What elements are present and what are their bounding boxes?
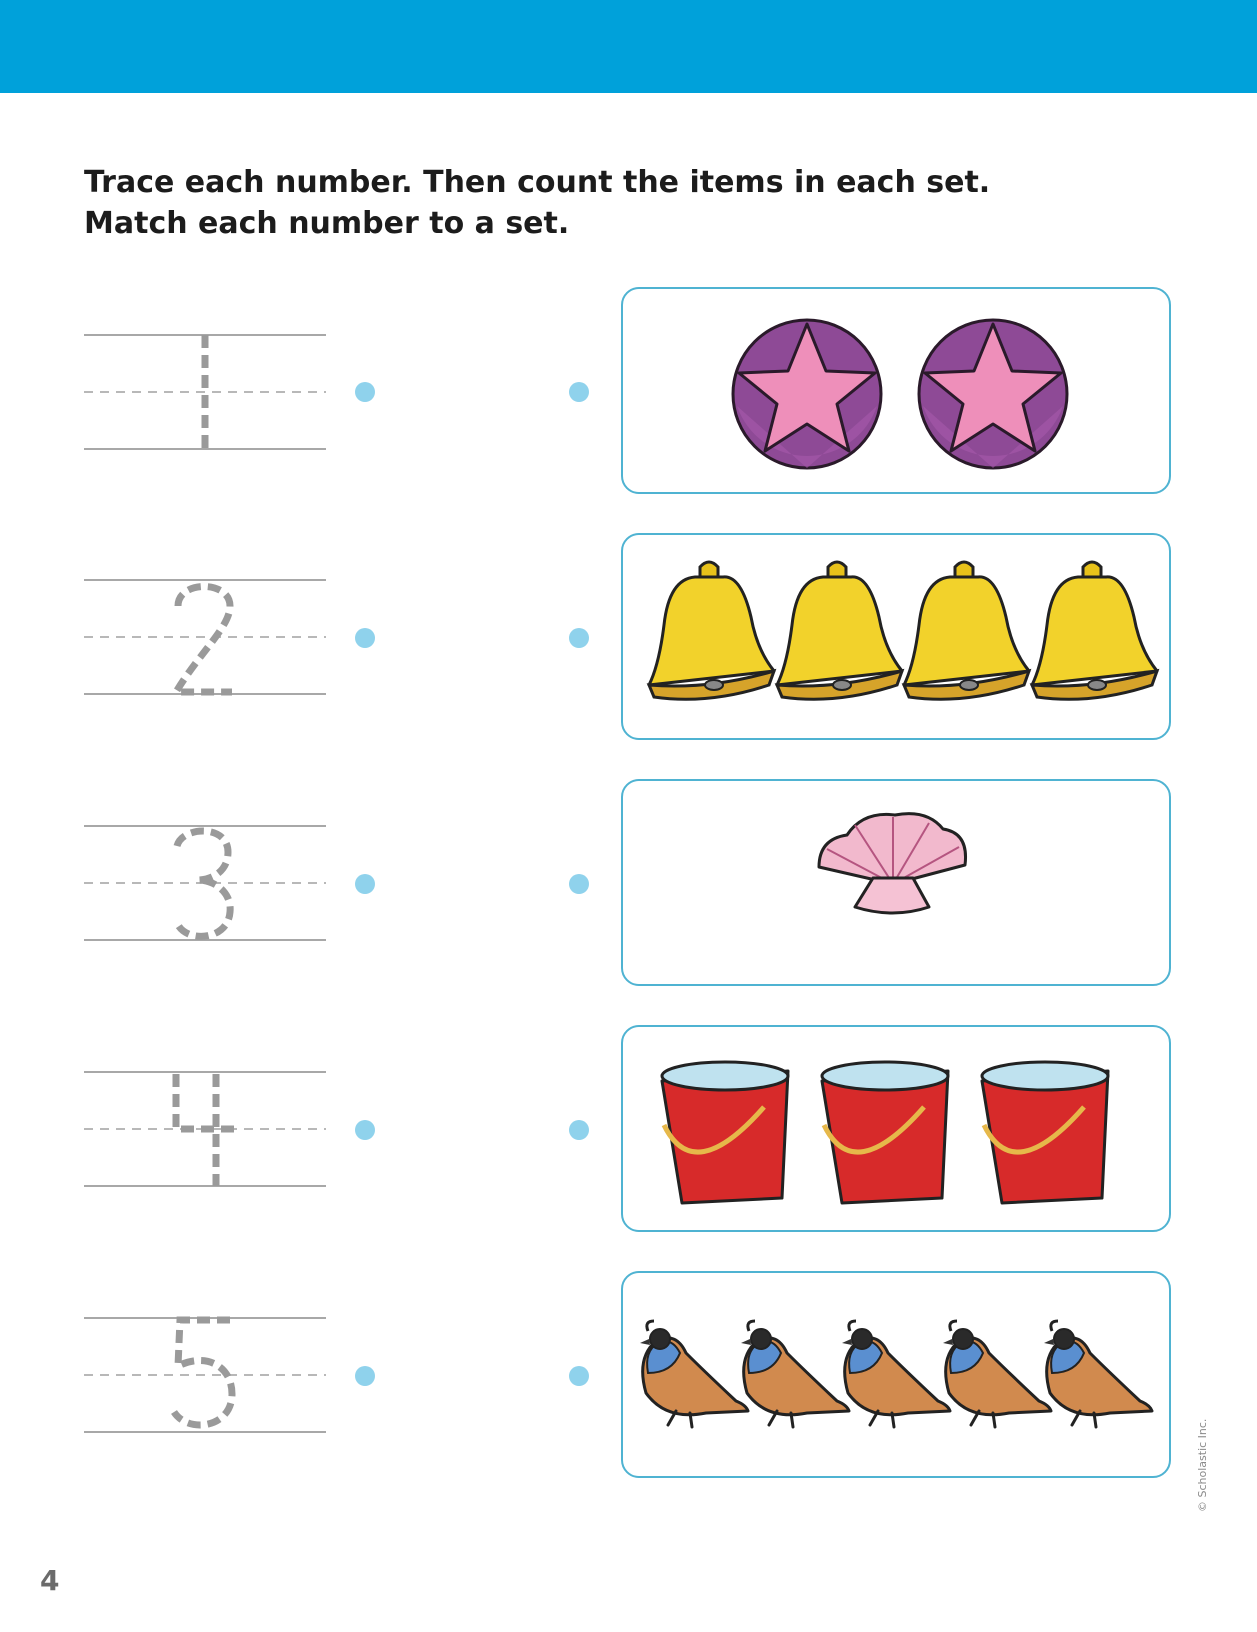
trace-dot-4[interactable] (355, 1120, 375, 1140)
header-band (0, 0, 1257, 93)
bucket-icon (822, 1062, 948, 1203)
bucket-icon (662, 1062, 788, 1203)
star-ball-icon (919, 320, 1067, 468)
set-dot-3[interactable] (569, 874, 589, 894)
set-dot-4[interactable] (569, 1120, 589, 1140)
trace-dot-2[interactable] (355, 628, 375, 648)
instructions (84, 162, 1084, 244)
quail-icon (741, 1321, 849, 1427)
set-dot-2[interactable] (569, 628, 589, 648)
quail-icon (640, 1321, 748, 1427)
set-box-2 (621, 533, 1171, 740)
bell-icon (904, 562, 1029, 699)
quail-icon (1044, 1321, 1152, 1427)
trace-number-3[interactable] (80, 818, 330, 948)
bell-icon (777, 562, 902, 699)
star-ball-icon (733, 320, 881, 468)
instructions-line-2: Match each number to a set. (84, 206, 570, 241)
bucket-icon (982, 1062, 1108, 1203)
set-dot-5[interactable] (569, 1366, 589, 1386)
set-box-4 (621, 1025, 1171, 1232)
trace-number-4[interactable] (80, 1064, 330, 1194)
bell-icon (1032, 562, 1157, 699)
instructions-line-1: Trace each number. Then count the items in each set. (84, 165, 991, 200)
bell-icon (649, 562, 774, 699)
trace-dot-3[interactable] (355, 874, 375, 894)
page-number: 4 (40, 1564, 60, 1597)
set-dot-1[interactable] (569, 382, 589, 402)
set-box-5 (621, 1271, 1171, 1478)
quail-icon (943, 1321, 1051, 1427)
trace-number-2[interactable] (80, 572, 330, 702)
quail-icon (842, 1321, 950, 1427)
trace-dot-5[interactable] (355, 1366, 375, 1386)
set-box-3 (621, 779, 1171, 986)
copyright-notice: © Scholastic Inc. (1196, 1418, 1209, 1512)
set-box-1 (621, 287, 1171, 494)
trace-number-1[interactable] (80, 327, 330, 457)
trace-number-5[interactable] (80, 1310, 330, 1440)
trace-dot-1[interactable] (355, 382, 375, 402)
seashell-icon (819, 814, 966, 913)
